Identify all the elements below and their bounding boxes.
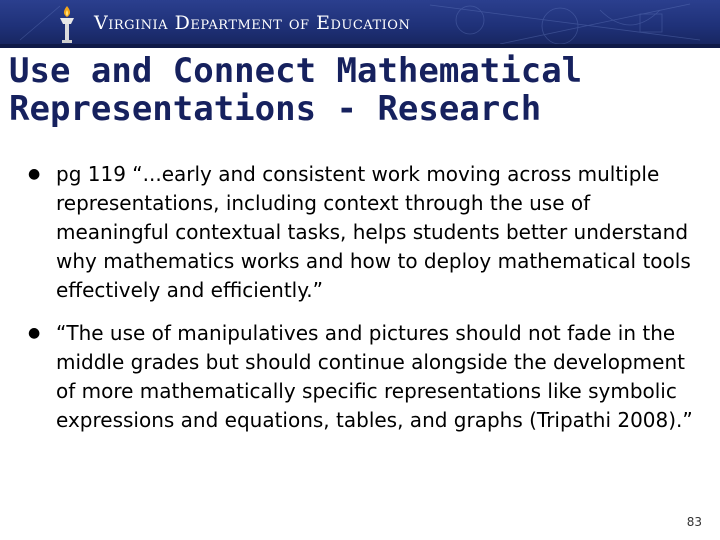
bullet-dot-icon: ● (28, 166, 41, 182)
bullet-item (28, 319, 704, 435)
title-line-1: Use and Connect Mathematical (9, 51, 583, 91)
page-number: 83 (686, 515, 702, 529)
bullet-item (28, 160, 704, 305)
slide-title (9, 52, 709, 128)
banner-stripe (0, 44, 720, 48)
title-line-2: Representations - Research (9, 89, 542, 129)
torch-icon (52, 4, 82, 44)
bullet-dot-icon: ● (28, 325, 41, 341)
bullet-list (28, 160, 704, 449)
bullet-text: “The use of manipulatives and pictures should not fade in the middle grades but should continue alongside the development of more mathematically specific representations like symbolic expressions and equations, tables, and graphs (Tripathi 2008).” (56, 321, 693, 432)
org-name: Virginia Department of Education (94, 12, 411, 34)
bullet-text: pg 119 “...early and consistent work moving across multiple representations, including context through the use of meaningful contextual tasks, helps students better understand why mathematics works and how to deploy mathematical tools effectively and efficiently.” (56, 162, 691, 302)
header-banner (0, 0, 720, 48)
